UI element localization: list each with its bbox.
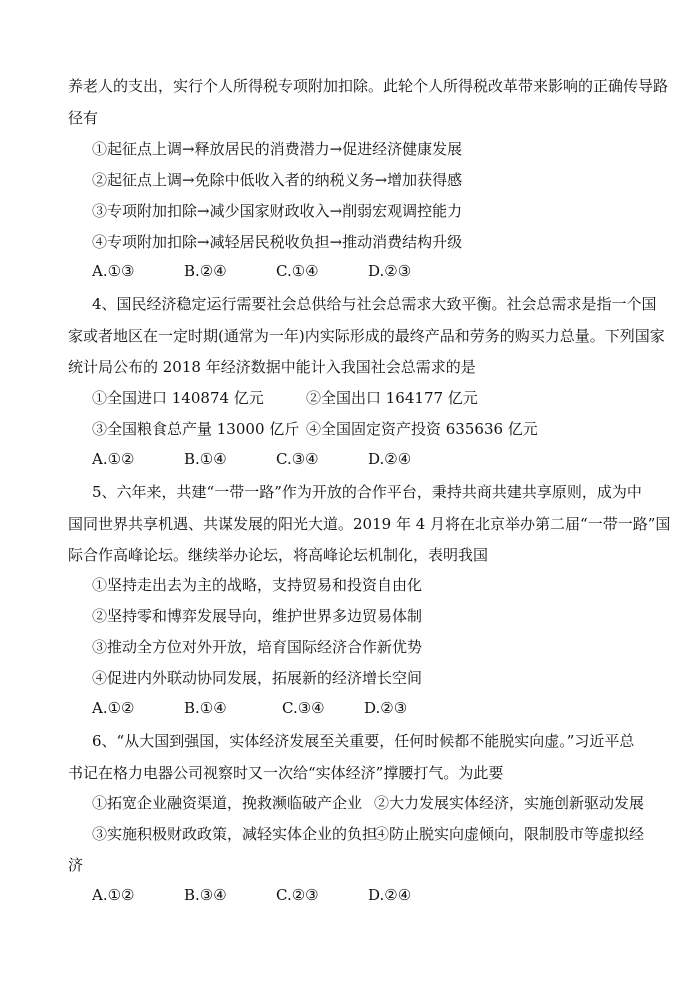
q3-option-1: ①起征点上调→释放居民的消费潜力→促进经济健康发展 <box>92 140 463 158</box>
q4-choice-b: B.①④ <box>184 450 227 468</box>
q5-stem-line-3: 际合作高峰论坛。继续举办论坛，将高峰论坛机制化，表明我国 <box>68 546 489 564</box>
q4-stem-line-3: 统计局公布的 2018 年经济数据中能计入我国社会总需求的是 <box>68 358 476 376</box>
q5-stem-line-1: 5、六年来，共建“一带一路”作为开放的合作平台，秉持共商共建共享原则，成为中 <box>92 483 642 501</box>
q3-choice-d: D.②③ <box>368 262 412 280</box>
q6-option-4-wrap: 济 <box>68 856 84 874</box>
q6-option-2: ②大力发展实体经济，实施创新驱动发展 <box>374 794 645 812</box>
q4-option-3: ③全国粮食总产量 13000 亿斤 <box>92 420 300 438</box>
q3-choice-c: C.①④ <box>276 262 319 280</box>
q6-choice-d: D.②④ <box>368 886 412 904</box>
q3-choice-a: A.①③ <box>92 262 135 280</box>
q6-option-1: ①拓宽企业融资渠道，挽救濒临破产企业 <box>92 794 363 812</box>
q6-stem-line-1: 6、“从大国到强国，实体经济发展至关重要，任何时候都不能脱实向虚。”习近平总 <box>92 732 635 750</box>
q5-option-1: ①坚持走出去为主的战略，支持贸易和投资自由化 <box>92 576 423 594</box>
q5-option-2: ②坚持零和博弈发展导向，维护世界多边贸易体制 <box>92 607 423 625</box>
q5-option-3: ③推动全方位对外开放，培育国际经济合作新优势 <box>92 638 423 656</box>
q3-option-4: ④专项附加扣除→减轻居民税收负担→推动消费结构升级 <box>92 233 463 251</box>
q3-stem-line-1: 养老人的支出，实行个人所得税专项附加扣除。此轮个人所得税改革带来影响的正确传导路 <box>68 77 669 95</box>
q6-choice-c: C.②③ <box>276 886 319 904</box>
q5-option-4: ④促进内外联动协同发展，拓展新的经济增长空间 <box>92 669 423 687</box>
q5-stem-line-2: 国同世界共享机遇、共谋发展的阳光大道。2019 年 4 月将在北京举办第二届“一带一路”国 <box>68 515 671 533</box>
q6-option-4: ④防止脱实向虚倾向，限制股市等虚拟经 <box>374 825 645 843</box>
q5-choice-b: B.①④ <box>184 699 227 717</box>
q4-choice-a: A.①② <box>92 450 135 468</box>
q4-option-1: ①全国进口 140874 亿元 <box>92 389 264 407</box>
q4-stem-line-2: 家或者地区在一定时期(通常为一年)内实际形成的最终产品和劳务的购买力总量。下列国家 <box>68 327 665 345</box>
q3-stem-line-2: 径有 <box>68 109 99 127</box>
q6-stem-line-2: 书记在格力电器公司视察时又一次给“实体经济”撑腰打气。为此要 <box>68 764 504 782</box>
q3-choice-b: B.②④ <box>184 262 227 280</box>
q4-choice-c: C.③④ <box>276 450 319 468</box>
q6-option-3: ③实施积极财政政策，减轻实体企业的负担 <box>92 825 378 843</box>
q4-option-4: ④全国固定资产投资 635636 亿元 <box>306 420 538 438</box>
q4-choice-d: D.②④ <box>368 450 412 468</box>
q6-choice-b: B.③④ <box>184 886 227 904</box>
q3-option-3: ③专项附加扣除→减少国家财政收入→削弱宏观调控能力 <box>92 202 463 220</box>
q5-choice-d: D.②③ <box>364 699 408 717</box>
q4-stem-line-1: 4、国民经济稳定运行需要社会总供给与社会总需求大致平衡。社会总需求是指一个国 <box>92 295 657 313</box>
q3-option-2: ②起征点上调→免除中低收入者的纳税义务→增加获得感 <box>92 171 463 189</box>
q6-choice-a: A.①② <box>92 886 135 904</box>
q4-option-2: ②全国出口 164177 亿元 <box>306 389 478 407</box>
q5-choice-a: A.①② <box>92 699 135 717</box>
q5-choice-c: C.③④ <box>282 699 325 717</box>
